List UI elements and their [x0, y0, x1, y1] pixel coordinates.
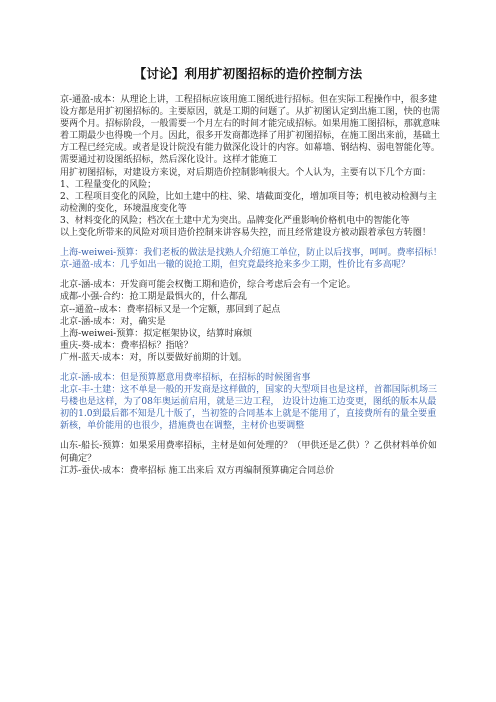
document-body: [60, 94, 442, 477]
highlight-paragraph: 北京-丰-土建：这不单是一般的开发商是这样做的，国家的大型项目也是这样，首都国际机场三号楼也是这样，为了08年奥运前启用，就是三边工程， 边设计边施工边变更，图纸的版本从最初的1.0到最后都不知是几十版了，当初签的合同基本上就是不能用了，直接费所有的量全要重新核，单价能用的也很少，措施费也在调整，主材价也要调整: [60, 385, 438, 432]
paragraph: 3、材料变化的风险；档次在土建中尤为突出。品牌变化严重影响价格机电中的智能化等: [60, 215, 410, 226]
paragraph: 1、工程量变化的风险；: [60, 179, 157, 190]
paragraph: 北京-涵-成本：对，确实是: [60, 316, 166, 327]
highlight-paragraph: 北京-涵-成本：但是预算愿意用费率招标，在招标的时候图省事: [60, 372, 311, 383]
highlight-section-2: [60, 372, 442, 432]
paragraph: 山东-船长-预算：如果采用费率招标，主材是如何处理的？（甲供还是乙供）？乙供材料单价如何确定？: [60, 441, 438, 464]
highlight-paragraph: 上海-weiwei-预算：我们老板的做法是找熟人介绍施工单位，防止以后找事，呵呵。费率招标！: [60, 248, 442, 259]
discussion-section-1: [60, 279, 442, 364]
page-title: 【讨论】利用扩初图招标的造价控制方法: [133, 66, 363, 81]
paragraph: 京--通盈--成本：费率招标又是一个定额，那回到了起点: [60, 304, 281, 315]
highlight-section-1: [60, 247, 442, 271]
paragraph: 北京-涵-成本：开发商可能会权衡工期和造价，综合考虑后会有一个定论。: [60, 280, 356, 291]
discussion-section-2: [60, 440, 442, 476]
paragraph: 广州-蓝天-成本：对，所以要做好前期的计划。: [60, 352, 248, 363]
highlight-paragraph: 京-通盈-成本：几乎如出一辙的说抢工期，但究竟最终抢来多少工期，性价比有多高呢？: [60, 260, 410, 271]
paragraph: 2、工程项目变化的风险，比如土建中的柱、梁、墙截面变化，增加项目等；机电被动检测与主动检测的变化，环境温度变化等: [60, 191, 437, 214]
intro-section: [60, 94, 442, 239]
paragraph: 以上变化所带来的风险对项目造价控制来讲容易失控，而且经常建设方被动跟着承包方转圈！: [60, 228, 431, 239]
paragraph: 重庆-葵-成本：费率招标？指啥？: [60, 340, 193, 351]
paragraph: 上海-weiwei-预算：拟定框架协议，结算时麻烦: [60, 328, 252, 339]
paragraph: 成都-小强-合约：抢工期是最惧火的，什么都乱: [60, 292, 248, 303]
paragraph: 江苏-蚕伏-成本：费率招标 施工出来后 双方再编制预算确定合同总价: [60, 465, 335, 476]
paragraph: 京-通盈-成本：从理论上讲，工程招标应该用施工图纸进行招标。但在实际工程操作中，很多建设方都是用扩初图招标的。主要原因，就是工期的问题了。从扩初图认定到出施工图，快的也需要两个月。招标阶段，一般需要一个月左右的时间才能完成招标。如果用施工图招标，那就意味着工期最少也得晚一个月。因此，很多开发商都选择了用扩初图招标，在施工图出来前，基础土方工程已经完成。或者是设计院没有能力做深化设计的内容。如幕墙、钢结构、弱电智能化等。需要通过初设图纸招标，然后深化设计。这样才能施工: [60, 95, 440, 166]
paragraph: 用扩初图招标，对建设方来说，对后期造价控制影响很大。个人认为，主要有以下几个方面：: [60, 167, 431, 178]
